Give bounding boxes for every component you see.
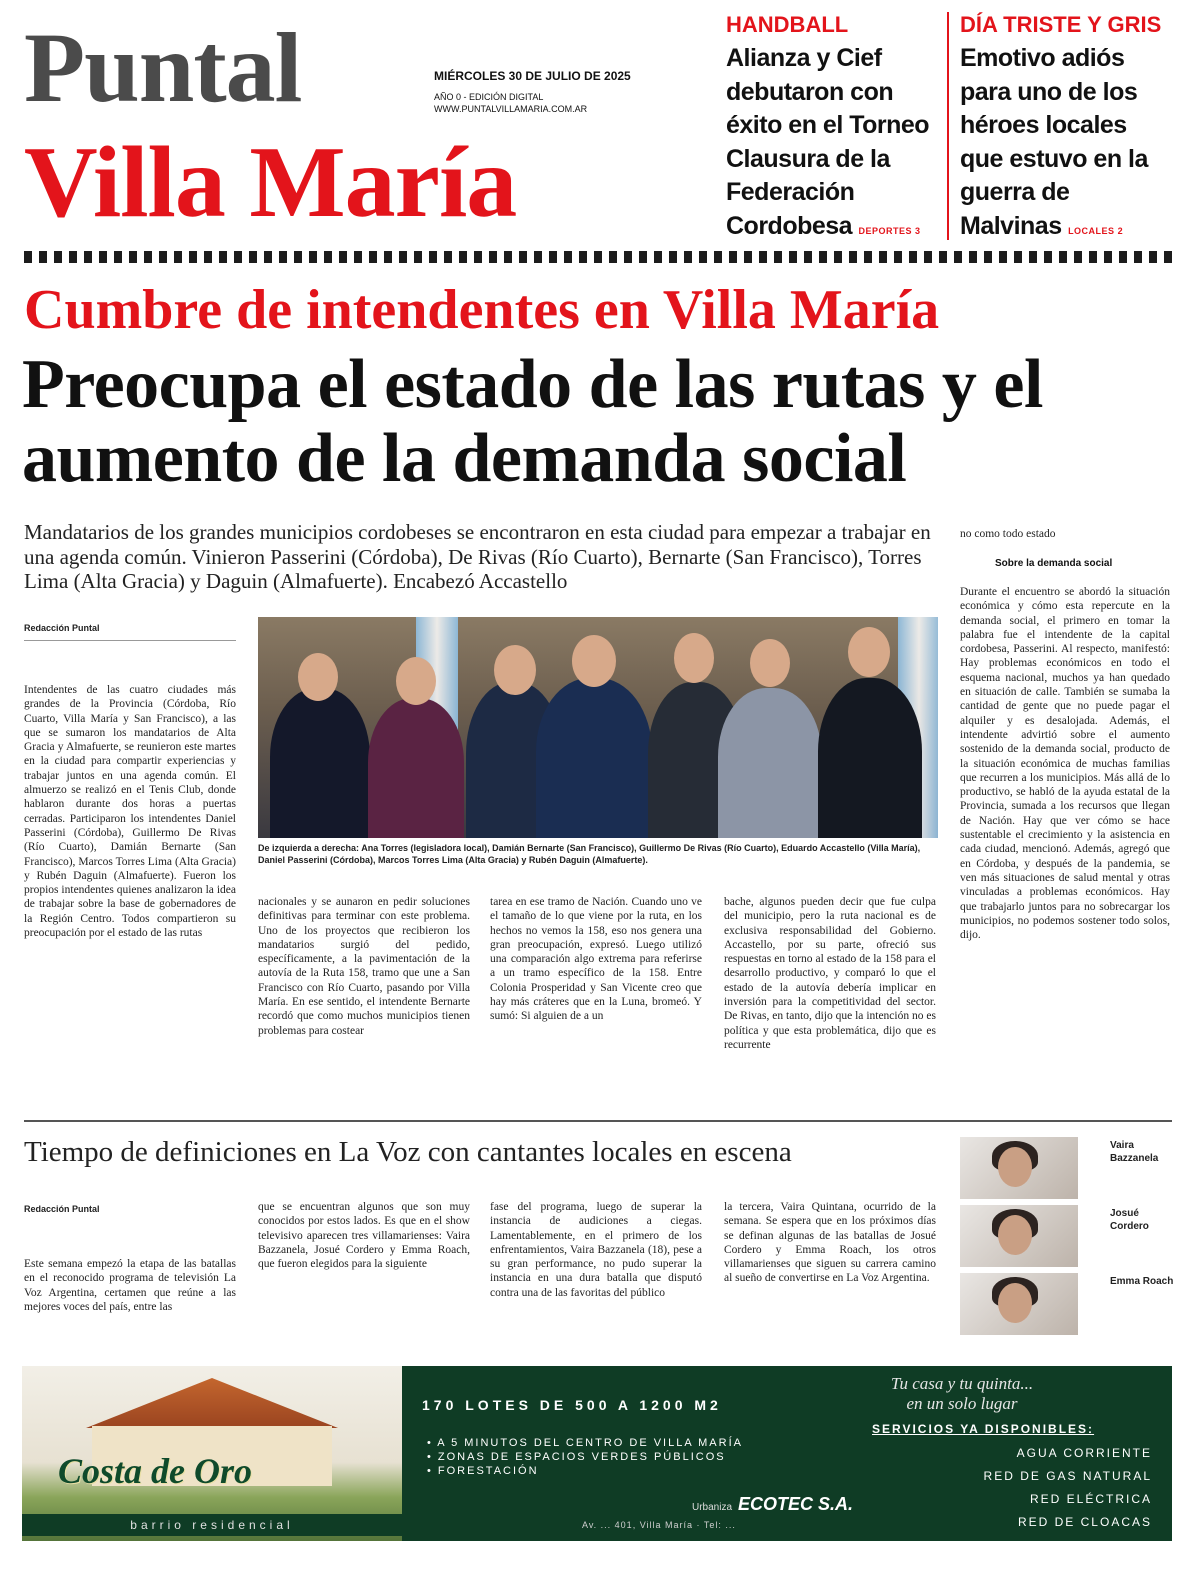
person-3-head — [494, 645, 536, 695]
singer-name-1: Vaira Bazzanela — [1110, 1140, 1159, 1164]
masthead-city: Villa María — [24, 126, 517, 239]
main-byline: Redacción Puntal — [24, 623, 100, 633]
main-headline[interactable]: Preocupa el estado de las rutas y el aumento de la demanda social — [22, 346, 1043, 497]
person-4-head — [572, 635, 616, 687]
ad-service-1: AGUA CORRIENTE — [1016, 1446, 1152, 1460]
ad-logo: Costa de Oro — [58, 1451, 253, 1491]
teaser-handball[interactable] — [726, 12, 951, 248]
person-2 — [368, 698, 464, 838]
teaser-section: DEPORTES 3 — [858, 225, 921, 236]
teaser-divider — [947, 12, 949, 240]
person-7-head — [848, 627, 890, 677]
main-column-4: bache, algunos pueden decir que fue culpa del municipio, pero la ruta nacional es de exclusiva responsabilidad del Gobierno. Accastello, por su parte, ofreció sus respuestas en torno al estado de la 158 para el desarrollo productivo, y comparó lo que el estado de la autovía debería implicar en inversión para la competitividad del sector. De Rivas, en tanto, dijo que la intención no es política y que esta problemática, dijo que es recurrente — [724, 896, 936, 1051]
teaser-headline: Alianza y Cief debutaron con éxito en el Torneo Clausura de la Federación Cordobesa DEPORTES 3 — [726, 44, 930, 240]
ad-lots: 170 LOTES DE 500 A 1200 M2 — [422, 1397, 722, 1413]
second-column-1: Este semana empezó la etapa de las batallas en el reconocido programa de televisión La Voz Argentina, certamen que reúne a las mejores voces del país, entre las — [24, 1258, 236, 1313]
main-column-5-top: no como todo estado — [960, 528, 1056, 540]
ad-bullet-2: • ZONAS DE ESPACIOS VERDES PÚBLICOS — [427, 1451, 726, 1463]
photo-caption: De izquierda a derecha: Ana Torres (legisladora local), Damián Bernarte (San Francisco), Guillermo De Rivas (Río Cuarto), Eduardo Accastello (Villa María), Daniel Passerini (Córdoba), Marcos Torres Lima (Alta Gracia) y Rubén Daguin (Almafuerte). — [258, 843, 921, 865]
ad-house-image — [22, 1366, 402, 1541]
singer-photo-1 — [960, 1137, 1078, 1199]
page-footer — [0, 1548, 1200, 1579]
main-column-5: Durante el encuentro se abordó la situación económica y cómo esta repercute en la demanda social, el primero en tomar la palabra fue el intendente de la capital cordobesa, Passerini. Al respecto, manifestó: Hay problemas económicos en todo el esquema nacional, muchos ya han quedado en situación de calle. También se sumaba la cantidad de gente que no puede pagar el alquiler y es desalojada. Además, el intendente advirtió sobre el aumento sostenido de la demanda social, producto de la situación económica de muchas familias que recurren a los municipios. Más allá de lo productivo, se habló de la ayuda estatal de la Provincia, sumada a los recursos que llegan de Nación. Hay que ver cómo se hace sustentable el crecimiento y la asistencia en cada ciudad, mencionó. Además, agregó que en Córdoba, y después de la pandemia, se ven más situaciones de salud mental y otras vinculadas a problemas económicos. Hay que trabajarlo juntos para no sobrecargar los municipios, no podemos sostener todo solos, dijo. — [960, 586, 1170, 942]
singer-name-2: Josué Cordero — [1110, 1208, 1149, 1232]
teaser-section: LOCALES 2 — [1068, 225, 1124, 236]
ad-bullet-1: • A 5 MINUTOS DEL CENTRO DE VILLA MARÍA — [427, 1437, 743, 1449]
main-photo — [258, 617, 938, 838]
ad-bullets — [427, 1436, 743, 1478]
dotted-divider — [24, 251, 1172, 263]
masthead-puntal: Puntal — [24, 12, 302, 123]
person-2-head — [396, 657, 436, 705]
ad-tagline-1: Tu casa y tu quinta... — [890, 1374, 1034, 1393]
teaser-headline: Emotivo adiós para uno de los héroes locales que estuvo en la guerra de Malvinas LOCALES 2 — [960, 44, 1148, 240]
main-column-1: Intendentes de las cuatro ciudades más grandes de la Provincia (Córdoba, Río Cuarto, Villa María y San Francisco), a las que se sumaron los mandatarios de Alta Gracia y Almafuerte, se reunieron este martes en la ciudad para compartir experiencias y trabajar juntos en una agenda común. El almuerzo se realizó en el Tenis Club, donde hablaron durante dos horas a puertas cerradas. Participaron los intendentes Daniel Passerini (Córdoba), Guillermo De Rivas (Río Cuarto), Damián Bernarte (San Francisco), Marcos Torres Lima (Alta Gracia) y Rubén Daguin (Almafuerte). Fueron los propios intendentes quienes analizaron la idea de trabajar sobre la base de gobernadores de la Región Centro. Todos compartieron su preocupación por el estado de las rutas — [24, 684, 236, 940]
house-roof — [62, 1378, 362, 1428]
ad-tagline — [832, 1374, 1092, 1414]
person-5-head — [674, 633, 714, 683]
person-4 — [536, 678, 652, 838]
ad-services — [882, 1442, 1152, 1534]
section-divider — [24, 1120, 1172, 1122]
costa-de-oro-ad[interactable] — [22, 1366, 1172, 1541]
byline-rule — [24, 640, 236, 641]
edition-number: AÑO 0 - EDICIÓN DIGITAL — [434, 92, 544, 102]
second-column-4: la tercera, Vaira Quintana, ocurrido de la semana. Se espera que en los próximos días se definan algunas de las batallas de Josué Cordero y Emma Roach, los otros villamarienses que siguen su carrera camino al sueño de convertirse en La Voz Argentina. — [724, 1201, 936, 1285]
ad-services-title: SERVICIOS YA DISPONIBLES: — [872, 1422, 1095, 1436]
teaser-kicker: HANDBALL — [726, 12, 849, 37]
teaser-kicker: DÍA TRISTE Y GRIS — [960, 12, 1162, 37]
person-1-head — [298, 653, 338, 701]
person-6 — [718, 688, 822, 838]
ad-address: Av. ... 401, Villa María · Tel: ... — [582, 1520, 736, 1530]
teaser-malvinas[interactable] — [960, 12, 1165, 248]
second-byline: Redacción Puntal — [24, 1204, 100, 1214]
column-subhead: Sobre la demanda social — [995, 558, 1113, 569]
edition-website[interactable]: WWW.PUNTALVILLAMARIA.COM.AR — [434, 104, 588, 114]
ad-developer: Urbaniza ECOTEC S.A. — [692, 1494, 854, 1514]
person-7 — [818, 678, 922, 838]
ecotec-logo: ECOTEC S.A. — [738, 1494, 854, 1514]
ad-tagline-2: en un solo lugar — [906, 1394, 1018, 1413]
main-column-2: nacionales y se aunaron en pedir soluciones definitivas para terminar con este problema. Uno de los proyectos que recibieron los mandatarios surgió del pedido, específicamente, a la pavimentación de la autovía de la Ruta 158, tramo que une a San Francisco con Río Cuarto, pasando por Villa María. En ese sentido, el intendente Bernarte recordó que como muchos municipios tienen problemas para costear — [258, 896, 470, 1037]
person-1 — [270, 688, 370, 838]
ad-bullet-3: • FORESTACIÓN — [427, 1465, 539, 1477]
ad-service-4: RED DE CLOACAS — [1017, 1515, 1152, 1529]
main-deck: Mandatarios de los grandes municipios cordobeses se encontraron en esta ciudad para empezar a trabajar en una agenda común. Vinieron Passerini (Córdoba), De Rivas (Río Cuarto), Bernarte (San Francisco), Torres Lima (Alta Gracia) y Daguin (Almafuerte). Encabezó Accastello — [24, 520, 931, 593]
ad-logo-strip: barrio residencial — [22, 1514, 402, 1536]
second-column-3: fase del programa, luego de superar la instancia de audiciones a ciegas. Lamentablemente, en el primero de los enfrentamientos, Vaira Bazzanela (18), pese a su gran performance, no pudo superar la instancia en una dura batalla que disputó contra una de las favoritas del público — [490, 1201, 702, 1299]
ad-service-3: RED ELÉCTRICA — [1029, 1492, 1152, 1506]
main-column-3: tarea en ese tramo de Nación. Cuando uno ve el tamaño de lo que viene por la ruta, en los hechos no vemos la 158, eso nos genera una gran preocupación, expresó. Luego utilizó una comparación algo extrema para referirse a un tramo específico de la 158. Entre Colonia Prosperidad y San Vicente creo que hay más cráteres que en la Luna, bromeó. Y sumó: Si alguien de a un — [490, 896, 702, 1023]
second-headline[interactable]: Tiempo de definiciones en La Voz con cantantes locales en escena — [24, 1136, 792, 1168]
singer-name-3: Emma Roach — [1110, 1276, 1174, 1287]
main-kicker: Cumbre de intendentes en Villa María — [24, 279, 940, 341]
edition-meta — [434, 91, 587, 115]
second-column-2: que se encuentran algunos que son muy conocidos por estos lados. Es que en el show televisivo aparecen tres villamarienses: Vaira Bazzanela, Josué Cordero y Emma Roach, que fueron elegidos para la siguiente — [258, 1201, 470, 1271]
singer-photo-3 — [960, 1273, 1078, 1335]
ad-service-2: RED DE GAS NATURAL — [983, 1469, 1152, 1483]
edition-date: MIÉRCOLES 30 DE JULIO DE 2025 — [434, 69, 631, 83]
singer-photo-2 — [960, 1205, 1078, 1267]
person-6-head — [750, 639, 790, 687]
